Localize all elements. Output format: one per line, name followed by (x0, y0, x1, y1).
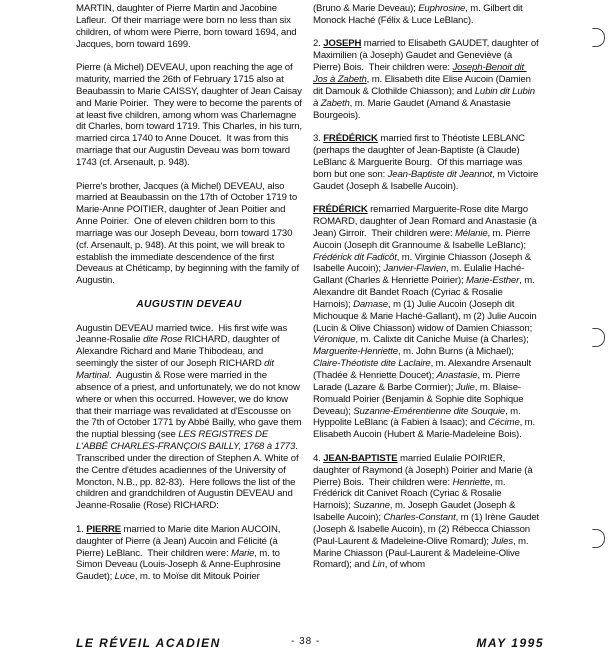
text-run: , m. to Moïse dit Mitouk Poirier (134, 571, 260, 583)
paragraph (76, 524, 302, 583)
text-run: (Bruno & Marie Deveau); (313, 3, 419, 14)
italic-name: Marie-Esther (466, 275, 520, 287)
text-run: married first to Théotiste LEBLANC (perhaps the daughter of Jean-Baptiste (à Claude) LeBlanc & Marguerite Bourg. Of this marriage was born but one son: (313, 133, 528, 180)
paragraph (313, 3, 541, 27)
paragraph (313, 38, 541, 121)
paragraph (313, 453, 541, 571)
text-run: , m. Calixte dit Caniche Muise (à Charles); (355, 334, 532, 346)
text-run: 1. (76, 523, 87, 535)
italic-name: Joseph-Benoit dit Jos à Zabeth (313, 62, 527, 86)
text-run: AUGUSTIN DEVEAU (136, 298, 242, 310)
child-name: FRÉDÉRICK (323, 133, 378, 145)
italic-name: Damase (353, 298, 388, 310)
text-run: Augustin DEVEAU married twice. His first wife was Jeanne-Rosalie (76, 322, 290, 346)
italic-name: Charles-Constant (383, 512, 456, 524)
paragraph (313, 204, 541, 441)
italic-name: Janvier-Flavien (383, 263, 446, 275)
text-run: married Eulalie POIRIER, daughter of Raymond (à Joseph) Poirier and Marie (à Pierre) Bois. Their children were: (313, 452, 536, 488)
binder-hole-middle (592, 328, 605, 347)
text-run: RICHARD, daughter of Alexandre Richard and Marie Thibodeau, and seemingly the sister of our Joseph RICHARD (76, 334, 282, 370)
text-run: MARTIN, daughter of Pierre Martin and Jacobine Lafleur. Of their marriage were born no less than six children, of whom were Pierre, born toward 1694, and Jacques, born toward 1699. (76, 3, 299, 50)
italic-name: Claire-Théotiste dite Laclaire (313, 358, 431, 370)
italic-name: Marguerite-Henriette (313, 346, 398, 358)
text-run: , m Victoire Gaudet (Joseph & Isabelle Aucoin). (313, 168, 541, 192)
text-run: 4. (313, 452, 324, 464)
italic-name: Suzanne (353, 500, 390, 512)
italic-name: Suzanne-Emérentienne dite Souquie (353, 405, 506, 417)
text-run: , m. John Burns (à Michael); (397, 346, 517, 358)
text-run: . Augustin & Rose were married in the absence of a priest, and unfortunately, we do not know where or when this occurred. However, we do know that their marriage was revalidated at d'Escousse on the 7th of October 1771 by Abbé Bailly, who gave them the nuptial blessing (see (76, 369, 304, 441)
italic-name: Jean-Baptiste dit Jeannot (387, 168, 493, 180)
italic-name: Marie (231, 547, 255, 559)
text-run: , m. Alexandre dit Bandet Roach (Cyriac & Rosalie Harnois); (313, 275, 537, 310)
italic-name: LES REGISTRES DE L'ABBÉ CHARLES-FRANÇOIS BAILLY, 1768 à 1773 (76, 429, 296, 453)
child-name: JOSEPH (323, 38, 362, 50)
italic-name: Véronique (313, 334, 356, 346)
italic-name: Lubin dit Lubin à Zabeth (313, 85, 538, 109)
italic-name: dit Martinal (76, 358, 277, 381)
paragraph (313, 133, 541, 192)
italic-name: Frédérick dit Fadicôt (313, 251, 397, 263)
text-run: , m. Elisabeth dite Elise Aucoin (Damien dit Damouk & Clothilde Chiasson); and (313, 74, 534, 97)
binder-hole-top (592, 28, 605, 47)
italic-name: Luce (114, 571, 135, 583)
section-heading (76, 299, 302, 311)
paragraph (76, 62, 305, 169)
italic-name: Jules (491, 535, 513, 547)
text-run: , m. Marie Gaudet (Amand & Anastasie Bourgeois). (313, 97, 514, 121)
issue-date: MAY 1995 (476, 636, 544, 650)
text-run: , m. Alexandre Arsenault (Thadée & Henriette Doucet); (313, 358, 534, 382)
text-run: , m. Elisabeth Aucoin (Hubert & Marie-Madeleine Bois). (313, 417, 538, 441)
text-run: Pierre's brother, Jacques (à Michel) DEVEAU, also married at Beaubassin on the 17th of October 1719 to Marie-Anne POITIER, daughter of Jean Poitier and Anne Poirier. One of eleven children born to this marriage was our Joseph Deveau, born toward 1730 (cf. Arsenault, p. 948). At this point, we will break to establish the immediate descendence of the first Deveaus at Chéticamp, by beginning with the family of Augustin. (76, 180, 301, 287)
paragraph (76, 181, 302, 288)
left-column (76, 3, 305, 583)
text-run: remarried Marguerite-Rose dite Margo ROMARD, daughter of Jean Romard and Anastasie (à Jean) Girroir. Their children were: (313, 204, 540, 239)
text-run: 3. (313, 133, 324, 145)
text-run: , of whom (384, 559, 425, 571)
page-footer (76, 636, 544, 652)
italic-name: Mélanie (454, 227, 488, 239)
text-run: married to Marie dite Marion AUCOIN, daughter of Pierre (à Jean) Aucoin and Félicité (à Pierre) LeBlanc. Their children were: (76, 523, 283, 559)
text-run: , m (1) Irène Gaudet (Joseph & Isabelle Aucoin), m (2) Rébecca Chiasson (Paul-Laurent & Madeleine-Olive Romard); (313, 512, 542, 547)
binder-hole-bottom (592, 529, 605, 548)
text-run: , m. Pierre Larade (Lazare & Barbe Cormier); (313, 370, 523, 393)
paragraph (76, 3, 302, 50)
text-run: Pierre (à Michel) DEVEAU, upon reaching the age of maturity, married the 26th of February 1715 also at Beaubassin to Marie CAISSY, daughter of Jean Caisay and Marie Poirier. They were to become the parents of at least five children, among whom was Charlemagne dit Charles, born toward 1719. This Charles, in his turn, married circa 1740 to Anne Doucet. It was from this marriage that our Augustin Deveau was born toward 1743 (cf. Arsenault, p. 948). (76, 62, 305, 168)
child-name: PIERRE (86, 523, 122, 535)
text-run: , m. Virginie Chiasson (Joseph & Isabelle Aucoin); (313, 251, 534, 275)
italic-name: Euphrosine (418, 3, 466, 14)
child-name: FRÉDÉRICK (313, 204, 368, 216)
text-run: , m. Pierre Aucoin (Joseph dit Grannoume & Isabelle LeBlanc); (313, 227, 533, 251)
right-column (313, 3, 541, 571)
paragraph (76, 323, 302, 513)
text-run: , m. Marine Chiasson (Paul-Laurent & Madeleine-Olive Romard); and (313, 535, 531, 571)
page-number: - 38 - (291, 636, 321, 647)
italic-name: Henriette (452, 476, 491, 488)
italic-name: Lin (372, 559, 385, 571)
italic-name: Julie (455, 381, 475, 393)
text-run: , m. Blaise-Romuald Poirier (Benjamin & Sophie dite Sophique Deveau); (313, 381, 526, 417)
text-run: , m. to Simon Deveau (Louis-Joseph & Anne-Euphrosine Gaudet); (76, 547, 284, 583)
text-run: , m. Gilbert dit Monock Haché (Félix & Luce LeBlanc). (313, 3, 526, 26)
text-run: , m. Hyppolite LeBlanc (à Fabien à Isaac); and (313, 405, 524, 429)
text-run: , m. Eulalie Haché-Gallant (Charles & Henriette Poirier); (313, 263, 525, 287)
text-run: , m. Joseph Gaudet (Joseph & Isabelle Aucoin); (313, 500, 518, 524)
italic-name: Cécime (488, 417, 520, 429)
text-run: married to Elisabeth GAUDET, daughter of Maximilien (à Joseph) Gaudet and Geneviève (à Pierre) Bois. Their children were: (313, 38, 542, 74)
text-run: , m. Frédérick dit Canivet Roach (Cyriac & Rosalie Harnois); (313, 476, 508, 512)
italic-name: Anastasie (436, 370, 478, 382)
child-name: JEAN-BAPTISTE (323, 452, 398, 464)
journal-title: LE RÉVEIL ACADIEN (76, 636, 221, 650)
text-run: . Transcribed under the direction of Stephen A. White of the Centre d'études acadiennes of the University of Moncton, N.B., pp. 82-83). Here follows the list of the children and grandchildren of Augustin DEVEAU and Jeanne-Rosalie (Rose) RICHARD: (76, 441, 303, 512)
text-run: 2. (313, 38, 324, 50)
italic-name: dite Rose (143, 334, 183, 346)
text-run: , m (1) Julie Aucoin (Joseph dit Michouque & Marie Haché-Gallant), m (2) Julie Aucoin (Lucin & Olive Chiasson) widow of Damien Chiasson; (313, 298, 540, 334)
